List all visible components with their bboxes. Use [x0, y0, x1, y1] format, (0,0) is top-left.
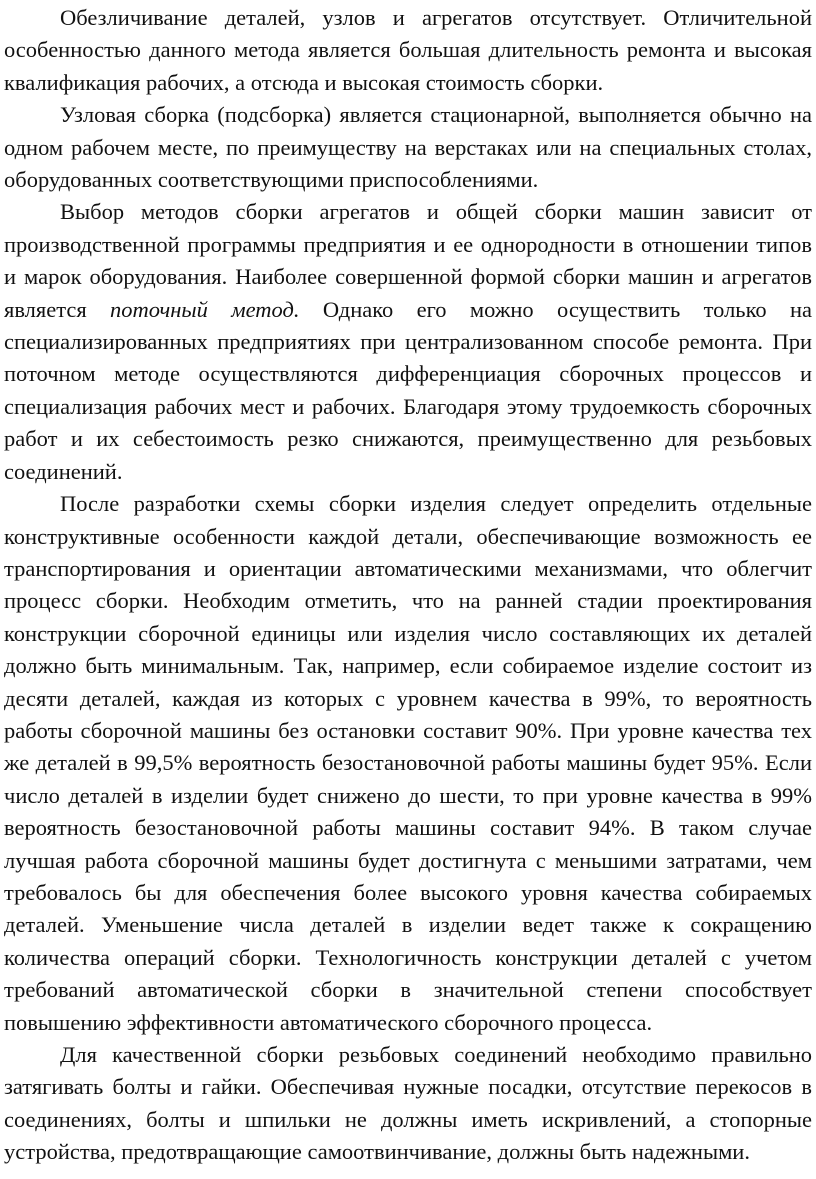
paragraph-text-after: Однако его можно осуществить только на специализированных предприятиях при централизованном способе ремонта. При поточном методе осуществляются дифференциация сборочных процессов и специализация рабочих мест и рабочих. Благодаря этому трудоемкость сборочных работ и их себестоимость резко снижаются, преимущественно для резьбовых соединений. [4, 296, 812, 484]
paragraph-text: После разработки схемы сборки изделия следует определить отдельные конструктивные особенности каждой детали, обеспечивающие возможность ее транспортирования и ориентации автоматическими механизмами, что облегчит процесс сборки. Необходим отметить, что на ранней стадии проектирования конструкции сборочной единицы или изделия число составляющих их деталей должно быть минимальным. Так, например, если собираемое изделие состоит из десяти деталей, каждая из которых с уровнем качества в 99%, то вероятность работы сборочной машины без остановки составит 90%. При уровне качества тех же деталей в 99,5% вероятность безостановочной работы машины будет 95%. Если число деталей в изделии будет снижено до шести, то при уровне качества в 99% вероятность безостановочной работы машины составит 94%. В таком случае лучшая работа сборочной машины будет достигнута с меньшими затратами, чем требовалось бы для обеспечения более высокого уровня качества собираемых деталей. Уменьшение числа деталей в изделии ведет также к сокращению количества операций сборки. Технологичность конструкции деталей с учетом требований автоматической сборки в значительной степени способствует повышению эффективности автоматического сборочного процесса. [4, 491, 812, 1035]
paragraph-text: Обезличивание деталей, узлов и агрегатов отсутствует. Отличительной особенностью данного метода является большая длительность ремонта и высокая квалификация рабочих, а отсюда и высокая стоимость сборки. [4, 5, 812, 95]
paragraph-design-features [4, 488, 812, 1039]
paragraph-text-before: Выбор методов сборки агрегатов и общей сборки машин зависит от производственной программы предприятия и ее однородности в отношении типов и марок оборудования. Наиболее совершенной формой сборки машин и агрегатов является [4, 199, 812, 322]
paragraph-threaded-joints [4, 1039, 812, 1169]
paragraph-unit-assembly [4, 99, 812, 196]
paragraph-assembly-methods [4, 196, 812, 488]
paragraph-no-depersonalization [4, 2, 812, 99]
emphasis-flow-method: поточный метод. [110, 296, 300, 322]
paragraph-text: Для качественной сборки резьбовых соединений необходимо правильно затягивать болты и гайки. Обеспечивая нужные посадки, отсутствие перекосов в соединениях, болты и шпильки не должны иметь искривлений, а стопорные устройства, предотвращающие самоотвинчивание, должны быть надежными. [4, 1042, 812, 1165]
paragraph-text: Узловая сборка (подсборка) является стационарной, выполняется обычно на одном рабочем месте, по преимуществу на верстаках или на специальных столах, оборудованных соответствующими приспособлениями. [4, 102, 812, 193]
